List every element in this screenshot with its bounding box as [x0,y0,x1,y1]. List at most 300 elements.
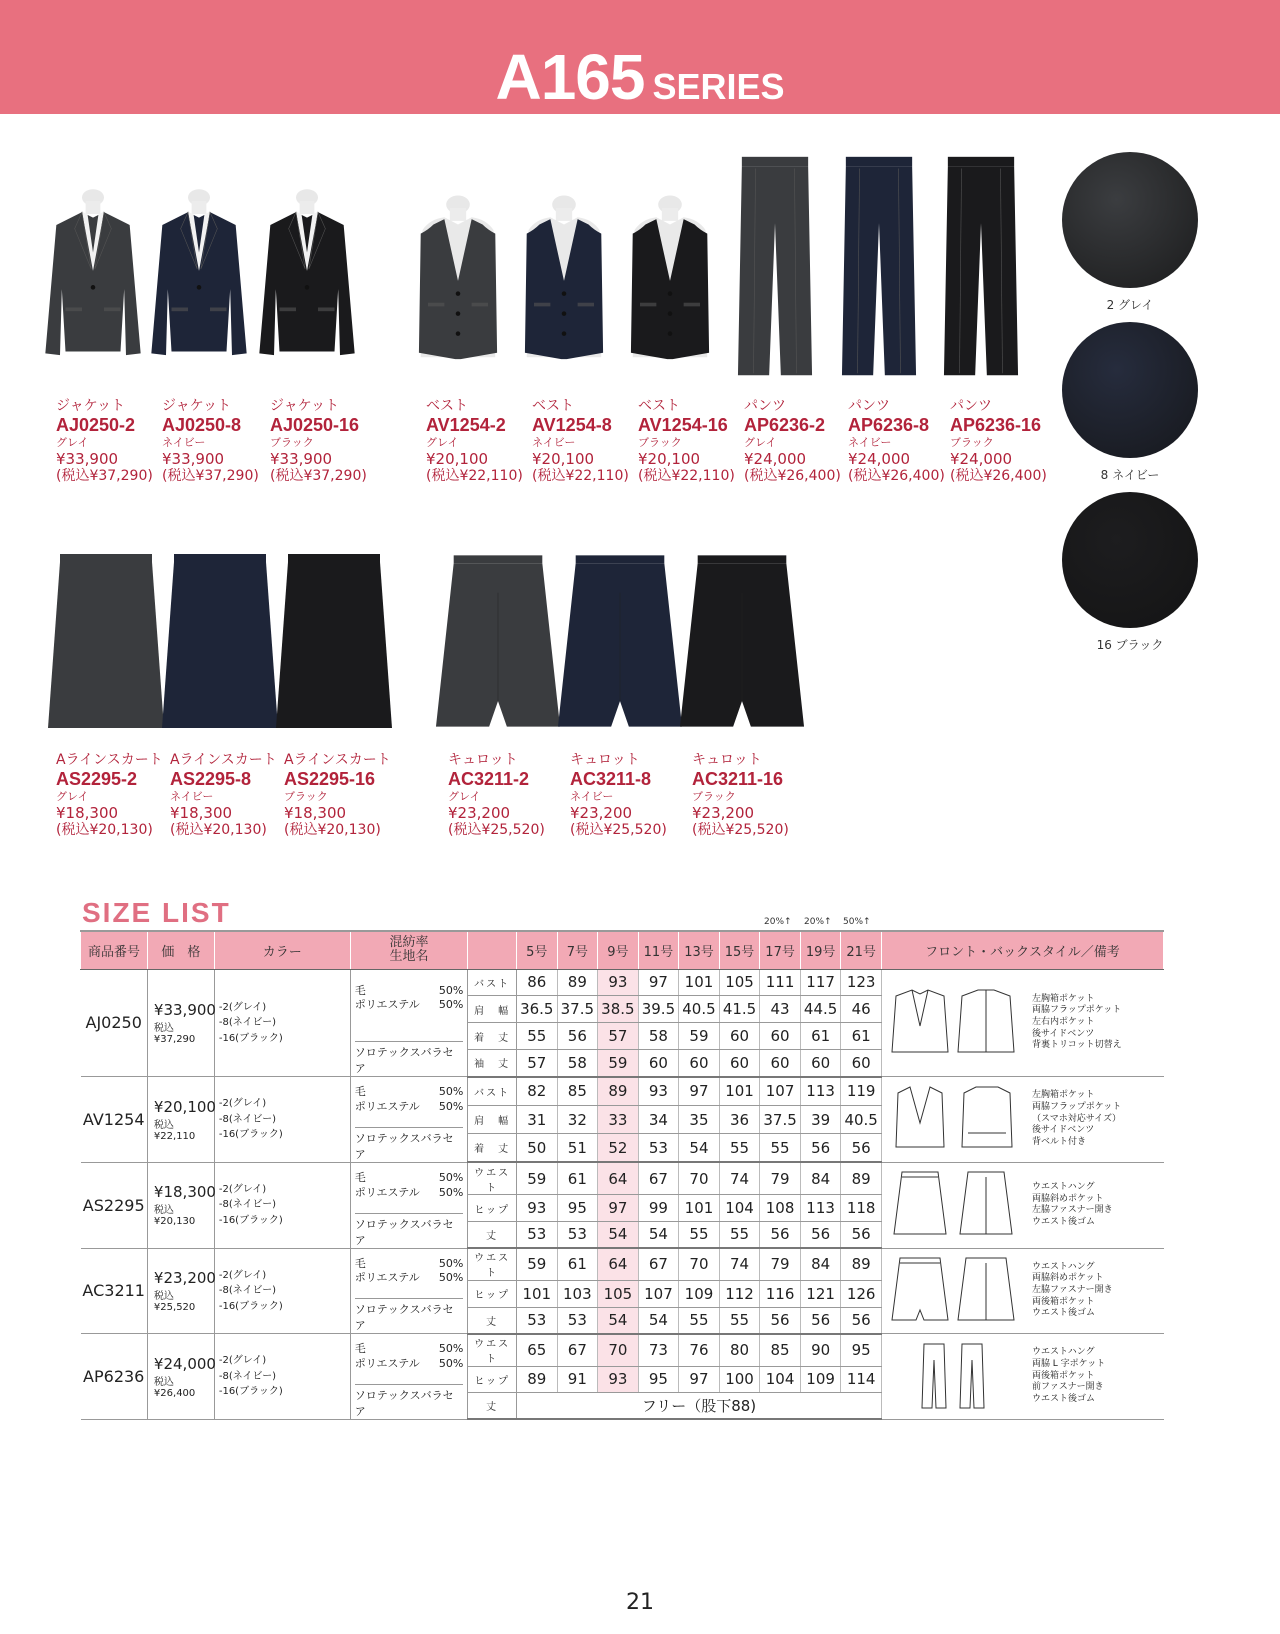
header-color: カラー [214,931,350,969]
header-code: 商品番号 [81,931,148,969]
size-value: 126 [841,1280,882,1307]
color-option: -16(ブラック) [218,1214,283,1226]
size-value: 91 [557,1366,598,1393]
size-value: 60 [760,1023,801,1050]
header-fabric: 混紡率 生地名 [350,931,468,969]
product-price: ¥20,100 [532,449,595,468]
style-note: 両後箱ポケット [1031,1370,1095,1381]
size-value: 53 [517,1221,558,1248]
product-code: AV1254-8 [532,414,612,435]
size-value: 76 [679,1334,720,1366]
measure-label: 着 丈 [468,1023,517,1050]
product-color: ネイビー [532,436,576,450]
color-option: -2(グレイ) [218,1001,267,1013]
product-code: AJ0250-16 [270,414,360,435]
item-style [881,969,1163,1077]
fabric-name: ソロテックスバラセア [355,1384,464,1419]
style-note: 左胸箱ポケット [1031,993,1095,1004]
item-style [881,1162,1163,1248]
series-title [0,40,1280,114]
size-value: 85 [557,1077,598,1106]
size-value: 55 [719,1307,760,1334]
size-value: 89 [841,1248,882,1280]
size-value: 86 [517,969,558,996]
product-price-tax: (税込¥25,520) [448,821,545,838]
series-banner [0,0,1280,114]
garment-image [434,552,562,732]
size-value: 60 [800,1050,841,1077]
fabric-poly: ポリエステル [354,998,420,1012]
header-size: 9号 [598,931,639,969]
color-option: -16(ブラック) [218,1300,283,1312]
size-value: 113 [800,1195,841,1222]
size-value: 39.5 [638,996,679,1023]
style-note: 後サイドベンツ [1031,1028,1095,1039]
size-value: 70 [679,1248,720,1280]
size-list-title: SIZE LIST [82,897,231,928]
size-value: 123 [841,969,882,996]
product-code: AP6236-16 [950,414,1042,435]
size-value: 89 [598,1077,639,1106]
product-category: ジャケット [270,398,340,414]
item-price-tax: 税込¥22,110 [153,1119,196,1142]
size-value: 70 [679,1162,720,1194]
product-category: パンツ [744,398,786,414]
product-code: AP6236-2 [744,414,826,435]
swatch-label: 8 ネイビー [1100,468,1160,482]
product-price-tax: (税込¥26,400) [848,467,945,484]
product-info [170,752,277,838]
series-title-sub: SERIES [652,66,785,107]
size-value: 58 [557,1050,598,1077]
size-value: 39 [800,1105,841,1134]
item-price-cell [147,969,214,1077]
size-value: 54 [638,1307,679,1334]
size-value: 56 [557,1023,598,1050]
product-info [56,398,153,484]
size-value: 40.5 [679,996,720,1023]
product-info [532,398,629,484]
garment-image [620,180,720,380]
size-value: 67 [557,1334,598,1366]
fabric-wool-pct: 50% [438,1085,464,1099]
product-color: ブラック [950,436,994,450]
product-category: Aラインスカート [170,752,277,768]
color-option: -8(ネイビー) [218,1017,277,1029]
size-value: 104 [719,1195,760,1222]
product-price: ¥23,200 [692,803,755,822]
product-price-tax: (税込¥20,130) [56,821,153,838]
style-note: 左胸箱ポケット [1031,1090,1095,1101]
product-info [448,752,545,838]
increase-note: 50%↑ [843,917,871,927]
size-value: 101 [517,1280,558,1307]
product-color: ネイビー [170,790,214,804]
measure-label: バスト [468,1077,517,1106]
garment-image [736,150,814,384]
style-note: ウエスト後ゴム [1031,1216,1095,1227]
style-note: 左脇ファスナー開き [1031,1285,1113,1296]
style-notes [1032,1347,1105,1405]
fabric-name: ソロテックスバラセア [355,1213,464,1248]
size-value: 101 [679,969,720,996]
product-price: ¥18,300 [56,803,119,822]
size-value: 64 [598,1248,639,1280]
size-value: 84 [800,1248,841,1280]
size-value: 100 [719,1366,760,1393]
product-category: ベスト [426,398,468,414]
product-info [162,398,259,484]
size-value: 59 [517,1162,558,1194]
size-value: 43 [760,996,801,1023]
product-info [950,398,1047,484]
size-value: 53 [517,1307,558,1334]
size-value: 93 [517,1195,558,1222]
product-price-tax: (税込¥37,290) [56,467,153,484]
color-option: -2(グレイ) [218,1355,267,1367]
size-value: 55 [517,1023,558,1050]
size-value: 59 [517,1248,558,1280]
size-value: 56 [841,1221,882,1248]
size-value: 67 [638,1162,679,1194]
table-row [81,1334,1164,1366]
fabric-wool-pct: 50% [438,1342,464,1356]
garment-image [840,150,918,384]
item-colors [214,1248,350,1334]
style-note: ウエストハング [1031,1347,1095,1358]
style-illustration [888,986,1018,1060]
size-value: 74 [719,1162,760,1194]
fabric-poly: ポリエステル [354,1357,420,1371]
measure-label: ウエスト [468,1248,517,1280]
size-value: 55 [679,1307,720,1334]
item-code: AJ0250 [81,969,148,1077]
product-price: ¥33,900 [162,449,225,468]
size-value: 95 [638,1366,679,1393]
size-value: 35 [679,1105,720,1134]
item-price-tax: 税込¥20,130 [153,1205,196,1228]
item-style [881,1248,1163,1334]
measure-label: 丈 [468,1307,517,1334]
header-size: 21号 [841,931,882,969]
product-category: Aラインスカート [284,752,391,768]
item-fabric [350,969,468,1077]
product-price-tax: (税込¥20,130) [284,821,381,838]
fabric-swatch [1062,152,1198,288]
table-row [81,1077,1164,1106]
product-price-tax: (税込¥26,400) [744,467,841,484]
measure-label: ヒップ [468,1195,517,1222]
product-info [284,752,391,838]
size-value: 93 [598,969,639,996]
size-value: 56 [760,1307,801,1334]
measure-label: 肩 幅 [468,996,517,1023]
fabric-poly: ポリエステル [354,1185,420,1199]
item-fabric [350,1162,468,1248]
fabric-wool: 毛 [354,1170,366,1184]
size-value: 97 [679,1077,720,1106]
product-color: グレイ [426,436,459,450]
style-note: 両脇斜めポケット [1031,1273,1104,1284]
product-code: AV1254-16 [638,414,728,435]
product-info [426,398,523,484]
size-value: 58 [638,1023,679,1050]
product-color: ブラック [284,790,328,804]
header-size: 15号 [719,931,760,969]
product-price: ¥18,300 [284,803,347,822]
size-value: 99 [638,1195,679,1222]
style-illustration [888,1254,1018,1328]
fabric-poly: ポリエステル [354,1100,420,1114]
fabric-poly: ポリエステル [354,1271,420,1285]
product-color: グレイ [448,790,481,804]
measure-label: 着 丈 [468,1134,517,1163]
product-color: ネイビー [162,436,206,450]
size-value: 61 [841,1023,882,1050]
fabric-name: ソロテックスバラセア [355,1041,464,1076]
size-value: 107 [638,1280,679,1307]
product-code: AJ0250-8 [162,414,242,435]
garment-image [556,552,684,732]
garment-image [514,180,614,380]
size-value: 107 [760,1077,801,1106]
product-code: AS2295-8 [170,768,252,789]
product-color: ネイビー [848,436,892,450]
item-fabric [350,1248,468,1334]
product-info [56,752,163,838]
product-category: ベスト [638,398,680,414]
garment-image [408,180,508,380]
item-price-tax: 税込¥37,290 [153,1022,196,1045]
product-category: キュロット [448,752,518,768]
color-option: -16(ブラック) [218,1032,283,1044]
size-value: 37.5 [557,996,598,1023]
size-value: 73 [638,1334,679,1366]
product-color: ブラック [692,790,736,804]
size-value: 55 [679,1221,720,1248]
size-value: 114 [841,1366,882,1393]
size-value: 60 [841,1050,882,1077]
product-price-tax: (税込¥25,520) [570,821,667,838]
product-info [848,398,945,484]
size-table-header [81,931,1164,969]
color-option: -2(グレイ) [218,1098,267,1110]
product-code: AC3211-16 [692,768,784,789]
measure-label: 肩 幅 [468,1105,517,1134]
color-option: -8(ネイビー) [218,1199,277,1211]
size-value: 41.5 [719,996,760,1023]
product-code: AC3211-2 [448,768,530,789]
style-note: 両脇斜めポケット [1031,1193,1104,1204]
style-illustration [888,1340,1018,1414]
color-option: -8(ネイビー) [218,1285,277,1297]
size-value: 55 [760,1134,801,1163]
color-option: -16(ブラック) [218,1129,283,1141]
style-illustration [888,1083,1018,1157]
table-row [81,1248,1164,1280]
measure-label: ヒップ [468,1280,517,1307]
table-row [81,1162,1164,1194]
item-price-cell [147,1162,214,1248]
size-value: 33 [598,1105,639,1134]
item-price-cell [147,1248,214,1334]
header-size: 11号 [638,931,679,969]
product-category: パンツ [848,398,890,414]
product-code: AS2295-16 [284,768,376,789]
item-code: AP6236 [81,1334,148,1420]
size-value: 54 [598,1221,639,1248]
size-value: 85 [760,1334,801,1366]
fabric-name: ソロテックスバラセア [355,1127,464,1162]
product-code: AJ0250-2 [56,414,136,435]
size-value: 34 [638,1105,679,1134]
size-value: 74 [719,1248,760,1280]
style-notes [1032,994,1122,1052]
size-value: 108 [760,1195,801,1222]
color-option: -8(ネイビー) [218,1370,277,1382]
header-style: フロント・バックスタイル／備考 [881,931,1163,969]
style-note: 左脇ファスナー開き [1031,1205,1113,1216]
measure-label: バスト [468,969,517,996]
product-code: AV1254-2 [426,414,506,435]
item-style [881,1077,1163,1163]
size-value: 101 [719,1077,760,1106]
size-value: 53 [557,1221,598,1248]
size-value: 93 [638,1077,679,1106]
size-value: 89 [557,969,598,996]
product-code: AC3211-8 [570,768,652,789]
product-category: ベスト [532,398,574,414]
size-value: 103 [557,1280,598,1307]
size-value: 70 [598,1334,639,1366]
size-value: 37.5 [760,1105,801,1134]
fabric-poly-pct: 50% [438,1185,464,1199]
size-value: 50 [517,1134,558,1163]
product-price: ¥18,300 [170,803,233,822]
header-size: 5号 [517,931,558,969]
size-value: 97 [679,1366,720,1393]
size-value: 57 [598,1023,639,1050]
size-value: 53 [557,1307,598,1334]
product-color: グレイ [56,790,89,804]
color-option: -16(ブラック) [218,1386,283,1398]
product-price: ¥33,900 [56,449,119,468]
fabric-wool-pct: 50% [438,1256,464,1270]
color-option: -2(グレイ) [218,1183,267,1195]
size-value: 55 [719,1221,760,1248]
size-value: 80 [719,1334,760,1366]
product-color: グレイ [56,436,89,450]
product-category: キュロット [570,752,640,768]
page-number: 21 [626,1590,654,1615]
fabric-poly-pct: 50% [438,1271,464,1285]
style-illustration [888,1168,1018,1242]
item-colors [214,1162,350,1248]
product-info [270,398,367,484]
product-price-tax: (税込¥20,130) [170,821,267,838]
product-price: ¥20,100 [638,449,701,468]
item-colors [214,1334,350,1420]
product-price: ¥23,200 [570,803,633,822]
size-value: 56 [800,1307,841,1334]
size-value: 97 [598,1195,639,1222]
size-value: 111 [760,969,801,996]
garment-image [144,180,254,380]
item-fabric [350,1077,468,1163]
product-category: ジャケット [56,398,126,414]
size-value: 53 [638,1134,679,1163]
fabric-swatch [1062,492,1198,628]
style-note: ウエスト後ゴム [1031,1308,1095,1319]
garment-image [274,552,394,732]
size-value: 116 [760,1280,801,1307]
fabric-wool: 毛 [354,1342,366,1356]
item-price-cell [147,1334,214,1420]
style-note: 背ベルト付き [1031,1137,1086,1148]
product-category: キュロット [692,752,762,768]
size-value: 60 [638,1050,679,1077]
style-notes [1032,1262,1113,1320]
style-note: 両脇フラップポケット [1031,1102,1122,1112]
size-value: 60 [719,1050,760,1077]
swatch-label: 2 グレイ [1106,298,1154,312]
size-value: 56 [800,1134,841,1163]
garment-image [942,150,1020,384]
product-price: ¥23,200 [448,803,511,822]
size-value: 79 [760,1248,801,1280]
item-price: ¥24,000 [153,1354,216,1373]
size-value: 61 [557,1248,598,1280]
table-row [81,969,1164,996]
item-colors [214,1077,350,1163]
size-value: 59 [598,1050,639,1077]
size-value: 60 [760,1050,801,1077]
size-value: 89 [841,1162,882,1194]
size-value: 54 [598,1307,639,1334]
size-value: 67 [638,1248,679,1280]
size-value: 105 [598,1280,639,1307]
product-color: ネイビー [570,790,614,804]
size-value: 95 [841,1334,882,1366]
size-value: 65 [517,1334,558,1366]
size-value: 121 [800,1280,841,1307]
size-value: 40.5 [841,1105,882,1134]
size-value: 90 [800,1334,841,1366]
style-note: 両後箱ポケット [1031,1296,1095,1307]
color-option: -2(グレイ) [218,1269,267,1281]
style-note: 両脇フラップポケット [1031,1005,1122,1016]
header-size: 13号 [679,931,720,969]
free-size-value: フリー（股下88) [517,1393,882,1420]
product-color: ブラック [270,436,314,450]
measure-label: 丈 [468,1393,517,1420]
measure-label: 丈 [468,1221,517,1248]
size-value: 60 [719,1023,760,1050]
measure-label: 袖 丈 [468,1050,517,1077]
item-price: ¥33,900 [153,1000,216,1019]
size-value: 56 [841,1134,882,1163]
size-value: 117 [800,969,841,996]
fabric-poly-pct: 50% [438,1100,464,1114]
fabric-wool: 毛 [354,1085,366,1099]
size-value: 56 [841,1307,882,1334]
size-value: 51 [557,1134,598,1163]
product-price: ¥33,900 [270,449,333,468]
size-value: 101 [679,1195,720,1222]
size-value: 36.5 [517,996,558,1023]
size-value: 119 [841,1077,882,1106]
size-value: 104 [760,1366,801,1393]
